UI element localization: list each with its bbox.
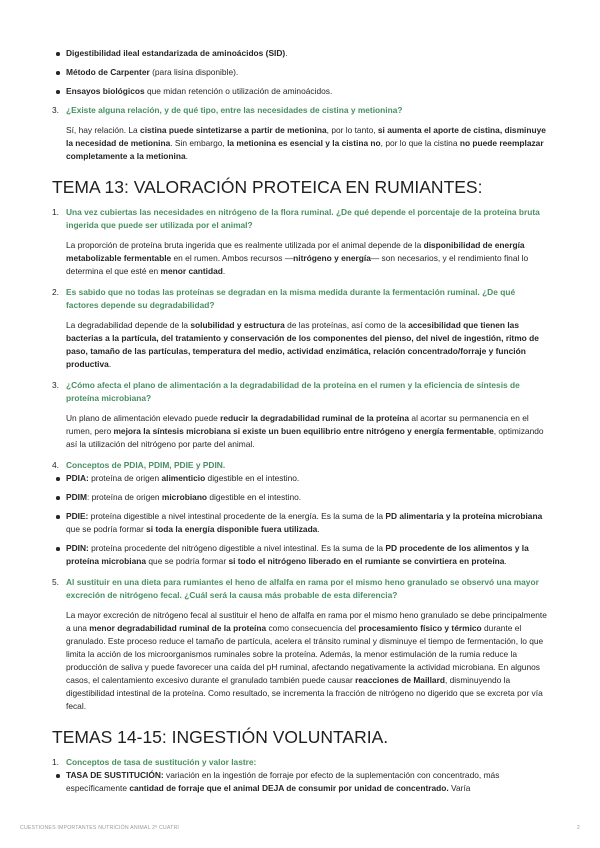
answer-tema13-2: La degradabilidad depende de la solubilidad y estructura de las proteínas, así como de la accesibilidad que tienen las bacterias a la partícula, del tratamiento y conservación de los componentes del pienso, del nivel de ingestión, ritmo de paso, tamaño de las partículas, temperatura del medio, actividad enzimática, relación concentrado/forraje y función productiva.	[66, 320, 539, 369]
question-tema13-4: 4. Conceptos de PDIA, PDIM, PDIE y PDIN.	[52, 460, 226, 470]
section-title-tema14-15: TEMAS 14-15: INGESTIÓN VOLUNTARIA.	[52, 727, 389, 747]
answer-cistina-metionina: Sí, hay relación. La cistina puede sintetizarse a partir de metionina, por lo tanto, si aumenta el aporte de cistina, disminuye la necesidad de metionina. Sin embargo, la metionina es esencial y la cistina no, por lo que la cistina no puede reemplazar completamente a la metionina.	[66, 125, 546, 161]
page-number: 2	[576, 825, 580, 831]
list-item: Digestibilidad ileal estandarizada de aminoácidos (SID).	[52, 47, 548, 60]
question-tema13-3: 3. ¿Cómo afecta el plano de alimentación a la degradabilidad de la proteína en el rumen y la eficiencia de síntesis de proteína microbiana?	[52, 380, 520, 403]
footer-title: CUESTIONES IMPORTANTES NUTRICIÓN ANIMAL 2º CUATRI	[20, 825, 180, 831]
analysis-methods-list	[52, 47, 548, 98]
list-item: PDIN: proteína procedente del nitrógeno digestible a nivel intestinal. Es la suma de la PD procedente de los alimentos y la proteína microbiana que se podría formar si todo el nitrógeno liberado en el rumiante se convirtiera en proteína.	[52, 542, 548, 568]
list-item: PDIA: proteína de origen alimenticio digestible en el intestino.	[52, 472, 548, 485]
page-content	[52, 47, 548, 801]
pdi-concepts-list	[52, 472, 548, 568]
question-tema13-1: 1. Una vez cubiertas las necesidades en nitrógeno de la flora ruminal. ¿De qué depende el porcentaje de la proteína bruta ingerida que puede ser utilizada por el animal?	[52, 207, 540, 230]
answer-tema13-3: Un plano de alimentación elevado puede reducir la degradabilidad ruminal de la proteína al acortar su permanencia en el rumen, pero mejora la síntesis microbiana si existe un buen equilibrio entre nitrógeno y energía fermentable, optimizando así la utilización del nitrógeno por parte del animal.	[66, 413, 544, 449]
question-text: Una vez cubiertas las necesidades en nitrógeno de la flora ruminal. ¿De qué depende el porcentaje de la proteína bruta ingerida que puede ser utilizada por el animal?	[66, 207, 540, 230]
answer-tema13-5: La mayor excreción de nitrógeno fecal al sustituir el heno de alfalfa en rama por el mismo heno granulado se debe principalmente a una menor degradabilidad ruminal de la proteína como consecuencia del procesamiento físico y térmico durante el granulado. Este proceso reduce el tamaño de partícula, acelera el tránsito ruminal y disminuye el tiempo de fermentación, lo que limita la acción de los microorganismos ruminales sobre la proteína. Además, la menor estimulación de la rumia reduce la producción de saliva y puede favorecer una caída del pH ruminal, afectando negativamente la actividad microbiana. En algunos casos, el calentamiento excesivo durante el granulado también puede causar reacciones de Maillard, disminuyendo la digestibilidad intestinal de la proteína. Como resultado, se incrementa la fracción de nitrógeno no digerido que se excreta por vía fecal.	[66, 610, 547, 711]
list-item: Método de Carpenter (para lisina disponible).	[52, 66, 548, 79]
question-text: Es sabido que no todas las proteínas se degradan en la misma medida durante la fermentación ruminal. ¿De qué factores depende su degradabilidad?	[66, 287, 516, 310]
list-item: Ensayos biológicos que midan retención o utilización de aminoácidos.	[52, 85, 548, 98]
question-text: Al sustituir en una dieta para rumiantes el heno de alfalfa en rama por el mismo heno granulado se observó una mayor excreción de nitrógeno fecal. ¿Cuál será la causa más probable de esta diferencia?	[66, 577, 539, 600]
list-item: TASA DE SUSTITUCIÓN: variación en la ingestión de forraje por efecto de la suplementación con concentrado, más específicamente cantidad de forraje que el animal DEJA de consumir por unidad de concentrado. Varía	[52, 769, 548, 795]
answer-tema13-1: La proporción de proteína bruta ingerida que es realmente utilizada por el animal depende de la disponibilidad de energía metabolizable fermentable en el rumen. Ambos recursos —nitrógeno y energía— son necesarios, y el rendimiento final lo determina el que esté en menor cantidad.	[66, 240, 529, 276]
question-cistina-metionina: 3. ¿Existe alguna relación, y de qué tipo, entre las necesidades de cistina y metionina?	[52, 105, 403, 115]
list-item: PDIM: proteína de origen microbiano digestible en el intestino.	[52, 491, 548, 504]
question-text: Conceptos de tasa de sustitución y valor lastre:	[66, 757, 257, 767]
section-title-tema13: TEMA 13: VALORACIÓN PROTEICA EN RUMIANTES:	[52, 177, 483, 197]
ingestion-concepts-list	[52, 769, 548, 795]
question-tema13-5: 5. Al sustituir en una dieta para rumiantes el heno de alfalfa en rama por el mismo heno granulado se observó una mayor excreción de nitrógeno fecal. ¿Cuál será la causa más probable de esta diferencia?	[52, 577, 539, 600]
page-footer	[20, 822, 580, 835]
question-text: ¿Cómo afecta el plano de alimentación a la degradabilidad de la proteína en el rumen y la eficiencia de síntesis de proteína microbiana?	[66, 380, 520, 403]
question-text: ¿Existe alguna relación, y de qué tipo, entre las necesidades de cistina y metionina?	[66, 105, 403, 115]
question-tema13-2: 2. Es sabido que no todas las proteínas se degradan en la misma medida durante la fermentación ruminal. ¿De qué factores depende su degradabilidad?	[52, 287, 516, 310]
question-text: Conceptos de PDIA, PDIM, PDIE y PDIN.	[66, 460, 226, 470]
list-item: PDIE: proteína digestible a nivel intestinal procedente de la energía. Es la suma de la PD alimentaria y la proteína microbiana que se podría formar si toda la energía disponible fuera utilizada.	[52, 510, 548, 536]
question-tema14-1: 1. Conceptos de tasa de sustitución y valor lastre:	[52, 757, 257, 767]
